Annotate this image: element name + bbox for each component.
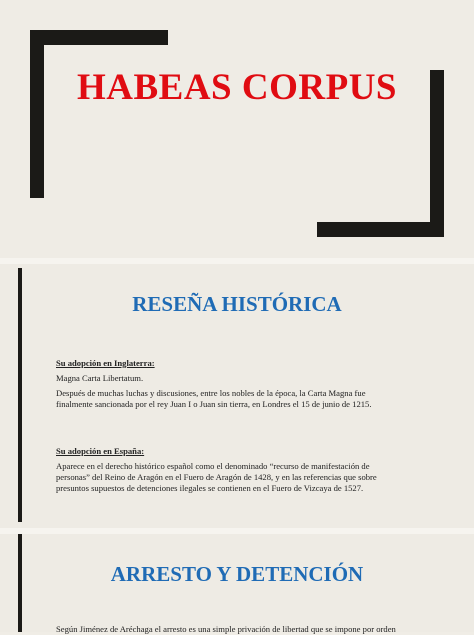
paragraph-spain: Aparece en el derecho histórico español como el denominado “recurso de manifestación de personas” del Reino de Aragón en el Fuero de Aragón de 1428, y en las referencias que sobre presuntos supuestos de detenciones ilegales se contienen en el Fuero de Vizcaya de 1527.: [56, 461, 377, 493]
frame-bar-bottom: [317, 222, 443, 237]
slide-arrest: [0, 534, 474, 632]
section-title: RESEÑA HISTÓRICA: [132, 292, 342, 316]
section-title: ARRESTO Y DETENCIÓN: [110, 562, 364, 586]
frame-bar-top: [30, 30, 168, 45]
slide-title-text: HABEAS CORPUS: [76, 67, 398, 108]
frame-bar-left: [30, 30, 44, 198]
subheading-england: Su adopción en Inglaterra:: [56, 358, 155, 368]
subheading-spain: Su adopción en España:: [56, 446, 145, 456]
slide-title: [0, 0, 474, 258]
paragraph-england: Después de muchas luchas y discusiones, entre los nobles de la época, la Carta Magna fue finalmente sancionada por el rey Juan I o Juan sin tierra, en Londres el 15 de junio de 1215.: [56, 388, 372, 409]
paragraph-magna-carta: Magna Carta Libertatum.: [56, 373, 144, 383]
slide-history: [0, 264, 474, 528]
paragraph-arrest: Según Jiménez de Aréchaga el arresto es una simple privación de libertad que se impone por orden: [56, 624, 396, 634]
